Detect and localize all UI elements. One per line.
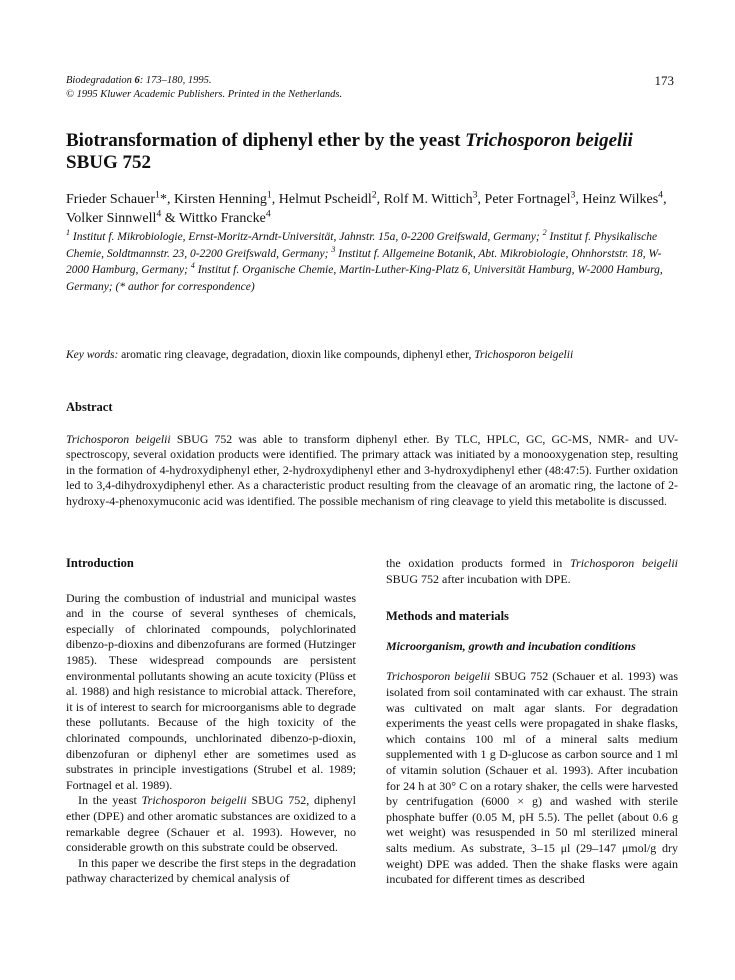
journal-name: Biodegradation — [66, 75, 132, 86]
affiliations — [66, 229, 678, 295]
subsection-heading: Microorganism, growth and incubation conditions — [386, 638, 636, 653]
author: Peter Fortnagel$^3$, — [484, 189, 583, 207]
right-column — [386, 556, 678, 888]
keywords — [66, 348, 678, 363]
author: Helmut Pscheidl$^2$, — [278, 189, 384, 207]
author: Heinz Wilkes$^4$, — [582, 189, 667, 207]
title-text-start: Biotransformation of diphenyl ether by the yeast — [66, 130, 466, 151]
title-organism: Trichosporon beigelii — [465, 130, 633, 151]
affiliation-text: Institut f. Organische Chemie, Martin-Luther-King-Platz 6, Universität Hamburg, W-2000 Hamburg, Germany; (* author for correspondence) — [66, 264, 663, 293]
abstract-text: Trichosporon beigelii SBUG 752 was able to transform diphenyl ether. By TLC, HPLC, GC, GC-MS, NMR- and UV-spectroscopy, several oxidation products were identified. The primary attack was initiated by a monooxygenation step, resulting in the formation of 4-hydroxydiphenyl ether, 2-hydroxydiphenyl ether and 3-hydroxydiphenyl ether (48:47:5). Further oxidation led to 3,4-dihydroxydiphenyl ether. As a characteristic product resulting from the cleavage of an aromatic ring, the lactone of 2-hydroxy-4-phenoxymuconic acid was identified. The possible mechanism of ring cleavage to yield this metabolite is discussed. — [66, 432, 678, 508]
keywords-text: aromatic ring cleavage, degradation, dioxin like compounds, diphenyl ether, — [118, 349, 475, 361]
affiliation-text: Institut f. Mikrobiologie, Ernst-Moritz-Arndt-Universität, Jahnstr. 15a, 0-2200 Greifswald, Germany; — [72, 231, 543, 243]
article-title — [66, 130, 676, 174]
copyright-line: © 1995 Kluwer Academic Publishers. Printed in the Netherlands. — [66, 89, 343, 100]
citation-line — [66, 74, 486, 88]
methods-paragraph: Trichosporon beigelii SBUG 752 (Schauer et al. 1993) was isolated from soil contaminated with car exhaust. The strain was cultivated on malt agar slants. For degradation experiments the yeast cells were propagated in shake flasks, which contains 100 ml of a mineral salts medium supplemented with 1 g D-glucose as carbon source and 1 ml of vitamin solution (Schauer et al. 1993). After incubation for 24 h at 30° C on a rotary shaker, the cells were harvested by centrifugation (6000 × g) and washed with sterile phosphate buffer (0.05 M, pH 5.5). The pellet (about 0.6 g wet weight) was resuspended in 50 ml sterilized mineral salts medium. As substrate, 3–15 μl (29–147 μmol/g dry weight) DPE was added. Then the shake flasks were again incubated for different times as described — [386, 669, 678, 887]
affiliation-marker: 3 — [331, 244, 336, 254]
affiliation-marker: 4 — [190, 261, 195, 271]
author-list — [66, 190, 678, 228]
journal-pages-year: : 173–180, 1995. — [139, 75, 212, 86]
affiliation-text: Institut f. Physikalische Chemie, Soldtmannstr. 23, 0-2200 Greifswald, Germany; — [66, 231, 658, 260]
author: Kirsten Henning$^1$, — [173, 189, 279, 207]
intro-paragraph-3: In this paper we describe the first steps in the degradation pathway characterized by chemical analysis of — [66, 855, 356, 886]
keywords-organism: Trichosporon beigelii — [474, 349, 574, 361]
author: Volker Sinnwell$^4$ & — [66, 208, 179, 226]
intro-paragraph-1: During the combustion of industrial and municipal wastes and in the course of several syntheses of chemicals, especially of chlorinated compounds, polychlorinated dibenzo-p-dioxins and dibenzofurans are formed (Hutzinger 1985). These widespread compounds are persistent environmental pollutants showing an acute toxicity (Plüss et al. 1988) and high resistance to microbial attack. Therefore, it is of interest to search for microorganisms able to degrade these pollutants. Because of the high toxicity of the chlorinated compounds, unchlorinated dibenzo-p-dioxin, dibenzofuran or diphenyl ether are sometimes used as substrates in principle investigations (Strubel et al. 1989; Fortnagel et al. 1989). — [66, 590, 356, 792]
methods-heading: Methods and materials — [386, 609, 509, 624]
abstract-heading: Abstract — [66, 400, 113, 414]
author: Rolf M. Wittich$^3$, — [383, 189, 485, 207]
journal-volume: 6 — [134, 75, 140, 86]
page-number: 173 — [654, 73, 674, 88]
keywords-label: Key words: — [66, 349, 119, 361]
author: Wittko Francke$^4$ — [178, 208, 271, 226]
author: Frieder Schauer$^1$*, — [66, 189, 174, 207]
left-column — [66, 556, 356, 887]
title-text-end: SBUG 752 — [66, 152, 151, 173]
affiliation-marker: 2 — [542, 228, 547, 238]
affiliation-text: Institut f. Allgemeine Botanik, Abt. Mikrobiologie, Ohnhorststr. 18, W-2000 Hamburg, Germany; — [66, 247, 662, 276]
journal-header — [66, 74, 486, 102]
intro-continuation: the oxidation products formed in Trichosporon beigelii SBUG 752 after incubation with DPE. — [386, 556, 678, 586]
intro-paragraph-2: In the yeast Trichosporon beigelii SBUG 752, diphenyl ether (DPE) and other aromatic substances are oxidized to a remarkable degree (Schauer et al. 1993). However, no considerable growth on this substrate could be observed. — [66, 793, 357, 855]
introduction-heading: Introduction — [66, 556, 134, 570]
affiliation-marker: 1 — [66, 228, 71, 238]
